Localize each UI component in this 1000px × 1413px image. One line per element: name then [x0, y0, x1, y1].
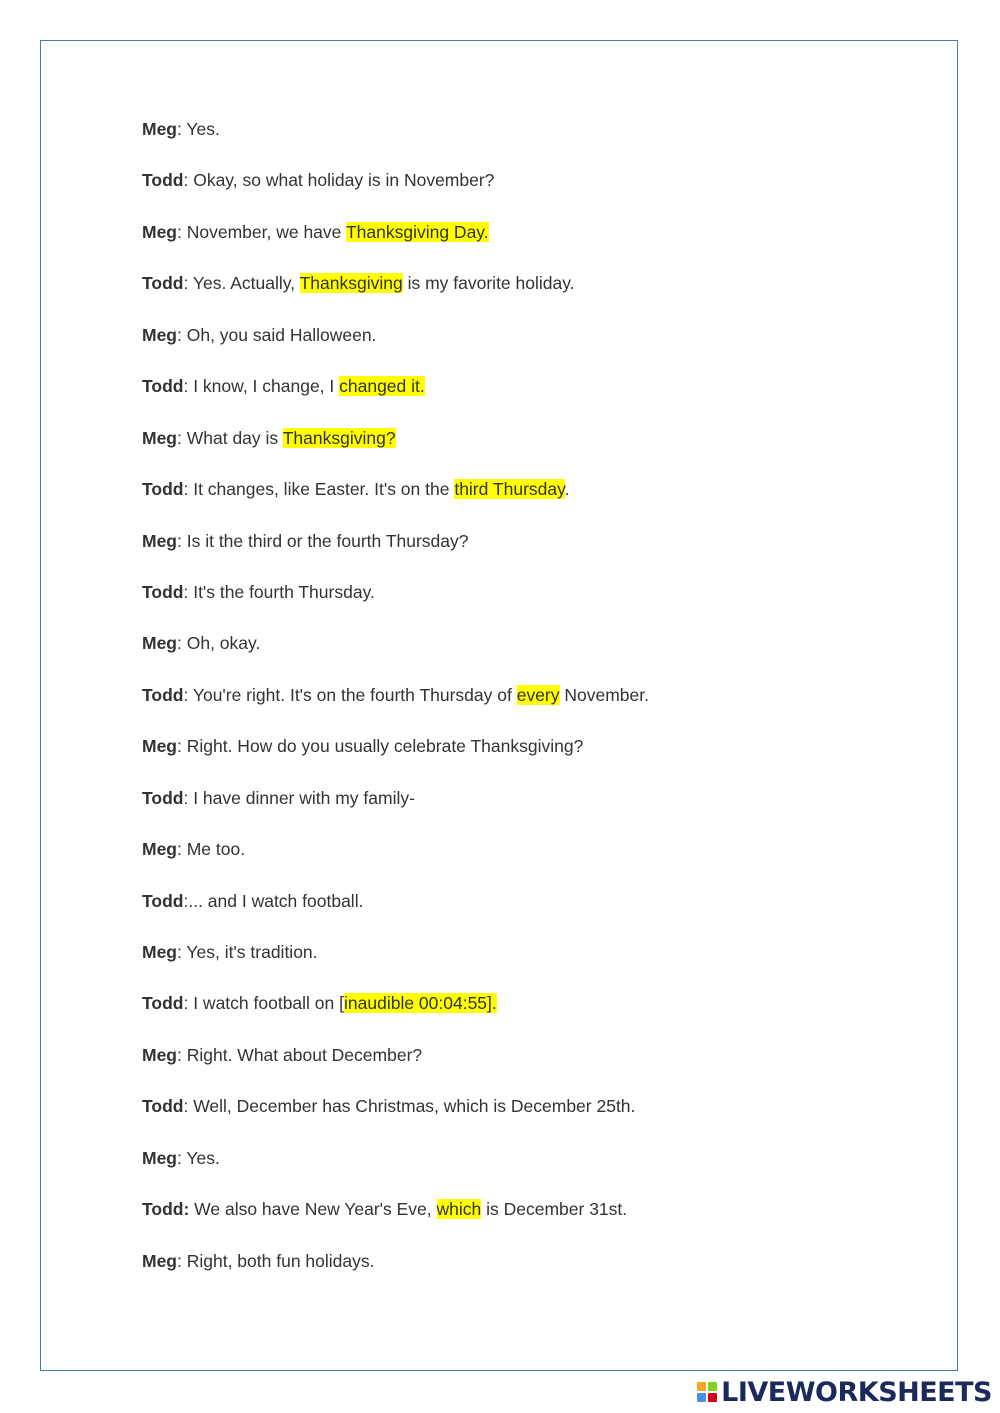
- dialogue-line: [142, 116, 902, 167]
- dialogue-text: Oh, okay.: [186, 633, 261, 654]
- speaker-separator: :: [183, 376, 194, 397]
- speaker-name: Todd: [142, 787, 184, 808]
- dialogue-text: Well, December has Christmas, which is December 25th.: [193, 1096, 636, 1117]
- dialogue-text: Yes. Actually,: [192, 273, 300, 294]
- dialogue-text: Yes, it's tradition.: [186, 942, 318, 962]
- dialogue-line: [142, 322, 902, 373]
- highlighted-text: third Thursday: [454, 479, 565, 500]
- speaker-separator: :: [177, 1250, 187, 1271]
- highlighted-text: every: [516, 684, 560, 705]
- speaker-name: Todd: [142, 376, 184, 397]
- speaker-name: Todd: [142, 170, 184, 191]
- speaker-name: Meg: [142, 221, 177, 242]
- highlighted-text: Thanksgiving Day.: [345, 221, 489, 242]
- dialogue-line: [142, 888, 902, 939]
- dialogue-line: [142, 219, 902, 270]
- speaker-name: Meg: [142, 839, 177, 860]
- speaker-separator: :: [177, 633, 187, 654]
- dialogue-text: What day is: [186, 427, 283, 448]
- speaker-name: Todd: [142, 479, 184, 500]
- speaker-separator: :: [183, 684, 193, 705]
- speaker-name: Meg: [142, 633, 177, 654]
- speaker-name: Meg: [142, 427, 177, 448]
- speaker-name: Todd: [142, 890, 184, 911]
- dialogue-line: [142, 630, 902, 681]
- dialogue-text: You're right. It's on the fourth Thursday of: [192, 684, 517, 705]
- speaker-name: Meg: [142, 530, 177, 551]
- speaker-separator: :: [183, 479, 194, 500]
- speaker-separator: :: [183, 890, 189, 911]
- dialogue-line: [142, 528, 902, 579]
- dialogue-text: Okay, so what holiday is in November?: [193, 170, 495, 191]
- speaker-separator: :: [177, 427, 187, 448]
- speaker-name: Todd: [142, 273, 184, 294]
- dialogue-line: [142, 836, 902, 887]
- dialogue-line: [142, 990, 902, 1041]
- speaker-separator: :: [183, 170, 194, 191]
- transcript: [142, 116, 902, 1299]
- dialogue-text: I watch football on [: [193, 993, 344, 1014]
- speaker-name: Meg: [142, 736, 177, 757]
- speaker-separator: :: [183, 273, 193, 294]
- highlighted-text: changed it.: [339, 376, 425, 397]
- speaker-separator: :: [177, 839, 187, 860]
- dialogue-text: ... and I watch football.: [188, 890, 364, 911]
- speaker-separator: :: [183, 787, 194, 808]
- speaker-name: Todd: [142, 993, 184, 1014]
- dialogue-text: I have dinner with my family-: [193, 787, 415, 808]
- highlighted-text: which: [436, 1199, 482, 1220]
- dialogue-text: Yes.: [186, 1147, 220, 1168]
- dialogue-line: [142, 579, 902, 630]
- logo-square: [708, 1382, 717, 1391]
- dialogue-line: [142, 270, 902, 321]
- logo-text: LIVEWORKSHEETS: [721, 1376, 992, 1408]
- dialogue-text: November.: [559, 684, 649, 705]
- dialogue-line: [142, 425, 902, 476]
- dialogue-line: [142, 1145, 902, 1196]
- speaker-name: Meg: [142, 119, 177, 139]
- speaker-name: Meg: [142, 1147, 177, 1168]
- speaker-separator: :: [177, 324, 187, 345]
- speaker-separator: :: [177, 530, 187, 551]
- dialogue-text: is my favorite holiday.: [402, 273, 575, 294]
- speaker-name: Meg: [142, 324, 177, 345]
- dialogue-text: Yes.: [186, 119, 220, 139]
- speaker-separator: :: [177, 1044, 187, 1065]
- speaker-name: Todd:: [142, 1199, 190, 1220]
- speaker-separator: :: [183, 581, 194, 602]
- speaker-separator: :: [177, 736, 187, 757]
- dialogue-text: I know, I change, I: [193, 376, 340, 397]
- dialogue-text: Right, both fun holidays.: [186, 1250, 375, 1271]
- dialogue-line: [142, 167, 902, 218]
- highlighted-text: Thanksgiving: [299, 273, 403, 294]
- highlighted-text: inaudible 00:04:55].: [344, 993, 497, 1014]
- liveworksheets-logo-icon: [697, 1382, 717, 1402]
- dialogue-text: is December 31st.: [481, 1199, 628, 1220]
- dialogue-text: We also have New Year's Eve,: [194, 1199, 437, 1220]
- dialogue-text: It's the fourth Thursday.: [193, 581, 375, 602]
- dialogue-line: [142, 476, 902, 527]
- dialogue-text: Right. How do you usually celebrate Thanksgiving?: [186, 736, 584, 757]
- speaker-separator: :: [177, 119, 187, 139]
- dialogue-line: [142, 1093, 902, 1144]
- highlighted-text: Thanksgiving?: [282, 427, 396, 448]
- logo-square: [708, 1393, 717, 1402]
- speaker-separator: :: [177, 942, 187, 962]
- logo-square: [697, 1393, 706, 1402]
- dialogue-text: It changes, like Easter. It's on the: [193, 479, 455, 500]
- dialogue-line: [142, 373, 902, 424]
- liveworksheets-logo: [697, 1375, 992, 1409]
- speaker-name: Meg: [142, 942, 177, 962]
- speaker-separator: :: [183, 993, 194, 1014]
- speaker-name: Meg: [142, 1044, 177, 1065]
- speaker-name: Todd: [142, 1096, 184, 1117]
- dialogue-text: .: [564, 479, 570, 500]
- speaker-name: Todd: [142, 581, 184, 602]
- dialogue-text: Is it the third or the fourth Thursday?: [186, 530, 469, 551]
- dialogue-text: November, we have: [186, 221, 346, 242]
- speaker-separator: :: [177, 1147, 187, 1168]
- dialogue-line: [142, 939, 902, 990]
- dialogue-line: [142, 1042, 902, 1093]
- dialogue-text: Oh, you said Halloween.: [186, 324, 377, 345]
- speaker-name: Meg: [142, 1250, 177, 1271]
- dialogue-line: [142, 1196, 902, 1247]
- dialogue-line: [142, 1248, 902, 1299]
- speaker-separator: :: [183, 1096, 194, 1117]
- dialogue-line: [142, 785, 902, 836]
- dialogue-text: Me too.: [186, 839, 246, 860]
- dialogue-text: Right. What about December?: [186, 1044, 423, 1065]
- speaker-name: Todd: [142, 684, 184, 705]
- dialogue-line: [142, 733, 902, 784]
- logo-square: [697, 1382, 706, 1391]
- speaker-separator: :: [177, 221, 187, 242]
- dialogue-line: [142, 682, 902, 733]
